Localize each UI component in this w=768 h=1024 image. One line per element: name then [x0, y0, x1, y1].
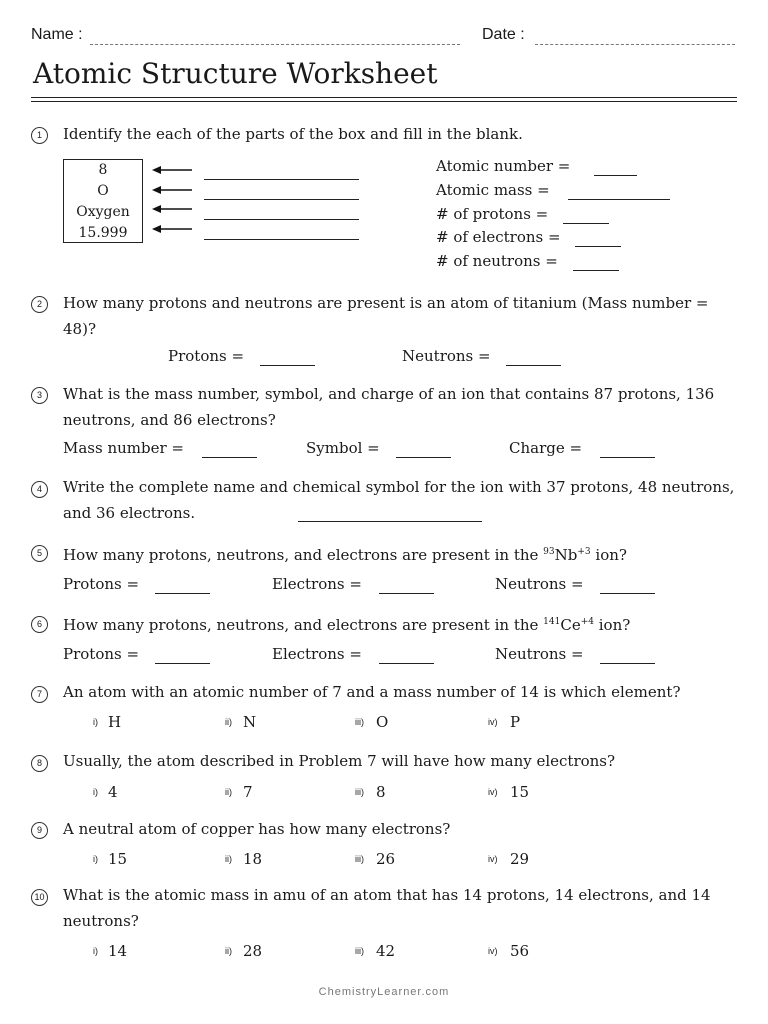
- q5-neutrons-blank[interactable]: [600, 593, 655, 594]
- q7-option-3-roman: iii): [355, 717, 364, 727]
- q6-protons-label: Protons =: [63, 645, 140, 663]
- question-9-text: A neutral atom of copper has how many electrons?: [63, 820, 451, 838]
- q9-option-2[interactable]: 18: [243, 850, 263, 868]
- question-6-text: [63, 609, 738, 638]
- q7-option-1-roman: i): [93, 717, 98, 727]
- neutrons-label: # of neutrons =: [436, 252, 558, 270]
- q9-option-1-roman: i): [93, 854, 98, 864]
- question-5-text: [63, 539, 738, 568]
- neutrons-blank[interactable]: [573, 270, 619, 271]
- question-number-10: 10: [31, 889, 48, 906]
- q7-option-1[interactable]: H: [108, 713, 122, 731]
- protons-blank[interactable]: [563, 223, 609, 224]
- q9-option-4-roman: iv): [488, 854, 498, 864]
- question-number-9: 9: [31, 822, 48, 839]
- box-part-blank-3[interactable]: [204, 219, 359, 220]
- protons-label: # of protons =: [436, 205, 549, 223]
- q10-option-3-roman: iii): [355, 946, 364, 956]
- element-box: [63, 159, 143, 243]
- q9-option-2-roman: ii): [225, 854, 232, 864]
- q9-option-3[interactable]: 26: [376, 850, 396, 868]
- atomic-mass-label: Atomic mass =: [436, 181, 550, 199]
- q6-neutrons-blank[interactable]: [600, 663, 655, 664]
- q5-element-symbol: Nb: [554, 546, 578, 564]
- q8-option-3-roman: iii): [355, 787, 364, 797]
- question-2-text: How many protons and neutrons are present is an atom of titanium (Mass number = 48)?: [63, 294, 709, 338]
- question-1-text: Identify the each of the parts of the box and fill in the blank.: [63, 125, 523, 143]
- q3-symbol-label: Symbol =: [306, 439, 380, 457]
- q10-option-1[interactable]: 14: [108, 942, 128, 960]
- q6-text-before: How many protons, neutrons, and electrons are present in the: [63, 616, 544, 634]
- q7-option-2-roman: ii): [225, 717, 232, 727]
- box-part-blank-1[interactable]: [204, 179, 359, 180]
- q8-option-4-roman: iv): [488, 787, 498, 797]
- date-label: Date :: [482, 26, 525, 43]
- q9-option-1[interactable]: 15: [108, 850, 128, 868]
- q6-text-after: ion?: [593, 616, 631, 634]
- q5-neutrons-label: Neutrons =: [495, 575, 584, 593]
- box-part-blank-2[interactable]: [204, 199, 359, 200]
- page-title: Atomic Structure Worksheet: [33, 57, 438, 90]
- question-8-text: Usually, the atom described in Problem 7 will have how many electrons?: [63, 752, 616, 770]
- q5-mass-superscript: 93: [543, 547, 555, 557]
- q5-electrons-blank[interactable]: [379, 593, 434, 594]
- arrow-left-icon: [152, 185, 192, 195]
- q10-option-4[interactable]: 56: [510, 942, 530, 960]
- question-3-text: What is the mass number, symbol, and charge of an ion that contains 87 protons, 136 neutrons, and 86 electrons?: [63, 385, 715, 429]
- q8-option-3[interactable]: 8: [376, 783, 386, 801]
- question-number-8: 8: [31, 755, 48, 772]
- q6-mass-superscript: 141: [543, 617, 561, 627]
- q7-option-4-roman: iv): [488, 717, 498, 727]
- title-rule-bottom: [31, 101, 737, 102]
- q3-symbol-blank[interactable]: [396, 457, 451, 458]
- question-number-7: 7: [31, 686, 48, 703]
- q6-element-symbol: Ce: [560, 616, 581, 634]
- q8-option-1-roman: i): [93, 787, 98, 797]
- question-4-text: Write the complete name and chemical symbol for the ion with 37 protons, 48 neutrons, and 36 electrons.: [63, 478, 735, 522]
- q9-option-4[interactable]: 29: [510, 850, 530, 868]
- question-number-4: 4: [31, 481, 48, 498]
- question-10-text: What is the atomic mass in amu of an atom that has 14 protons, 14 electrons, and 14 neutrons?: [63, 886, 711, 930]
- q7-option-3[interactable]: O: [376, 713, 389, 731]
- q4-answer-blank[interactable]: [298, 521, 482, 522]
- question-number-1: 1: [31, 127, 48, 144]
- atomic-number-label: Atomic number =: [436, 157, 571, 175]
- footer-watermark: ChemistryLearner.com: [318, 986, 450, 998]
- q6-charge-superscript: +4: [580, 617, 594, 627]
- name-label: Name :: [31, 26, 83, 43]
- q8-option-1[interactable]: 4: [108, 783, 118, 801]
- element-box-atomic-number: 8: [98, 162, 108, 178]
- arrow-left-icon: [152, 224, 192, 234]
- question-number-6: 6: [31, 616, 48, 633]
- q2-protons-label: Protons =: [168, 347, 245, 365]
- q8-option-4[interactable]: 15: [510, 783, 530, 801]
- electrons-blank[interactable]: [575, 246, 621, 247]
- q2-neutrons-label: Neutrons =: [402, 347, 491, 365]
- arrow-left-icon: [152, 165, 192, 175]
- q5-protons-blank[interactable]: [155, 593, 210, 594]
- q10-option-4-roman: iv): [488, 946, 498, 956]
- q5-protons-label: Protons =: [63, 575, 140, 593]
- q9-option-3-roman: iii): [355, 854, 364, 864]
- element-box-name: Oxygen: [76, 204, 130, 220]
- q6-protons-blank[interactable]: [155, 663, 210, 664]
- atomic-number-blank[interactable]: [594, 175, 637, 176]
- q5-text-after: ion?: [590, 546, 627, 564]
- q3-mass-number-label: Mass number =: [63, 439, 184, 457]
- title-rule-top: [31, 97, 737, 98]
- q5-charge-superscript: +3: [577, 547, 591, 557]
- q6-electrons-label: Electrons =: [272, 645, 362, 663]
- question-7-text: An atom with an atomic number of 7 and a mass number of 14 is which element?: [63, 683, 681, 701]
- q7-option-4[interactable]: P: [510, 713, 521, 731]
- q10-option-2-roman: ii): [225, 946, 232, 956]
- arrow-left-icon: [152, 204, 192, 214]
- q10-option-2[interactable]: 28: [243, 942, 263, 960]
- q5-text-before: How many protons, neutrons, and electrons are present in the: [63, 546, 544, 564]
- question-number-2: 2: [31, 296, 48, 313]
- q3-mass-number-blank[interactable]: [202, 457, 257, 458]
- atomic-mass-blank[interactable]: [568, 199, 670, 200]
- question-number-3: 3: [31, 387, 48, 404]
- q8-option-2-roman: ii): [225, 787, 232, 797]
- q6-electrons-blank[interactable]: [379, 663, 434, 664]
- question-number-5: 5: [31, 545, 48, 562]
- element-box-mass: 15.999: [78, 225, 128, 241]
- q6-neutrons-label: Neutrons =: [495, 645, 584, 663]
- element-box-symbol: O: [97, 183, 109, 199]
- date-field[interactable]: [535, 44, 735, 45]
- name-field[interactable]: [90, 44, 460, 45]
- q2-neutrons-blank[interactable]: [506, 365, 561, 366]
- q3-charge-label: Charge =: [509, 439, 583, 457]
- q10-option-3[interactable]: 42: [376, 942, 396, 960]
- q3-charge-blank[interactable]: [600, 457, 655, 458]
- q5-electrons-label: Electrons =: [272, 575, 362, 593]
- q2-protons-blank[interactable]: [260, 365, 315, 366]
- q8-option-2[interactable]: 7: [243, 783, 253, 801]
- q10-option-1-roman: i): [93, 946, 98, 956]
- electrons-label: # of electrons =: [436, 228, 561, 246]
- box-part-blank-4[interactable]: [204, 239, 359, 240]
- q7-option-2[interactable]: N: [243, 713, 257, 731]
